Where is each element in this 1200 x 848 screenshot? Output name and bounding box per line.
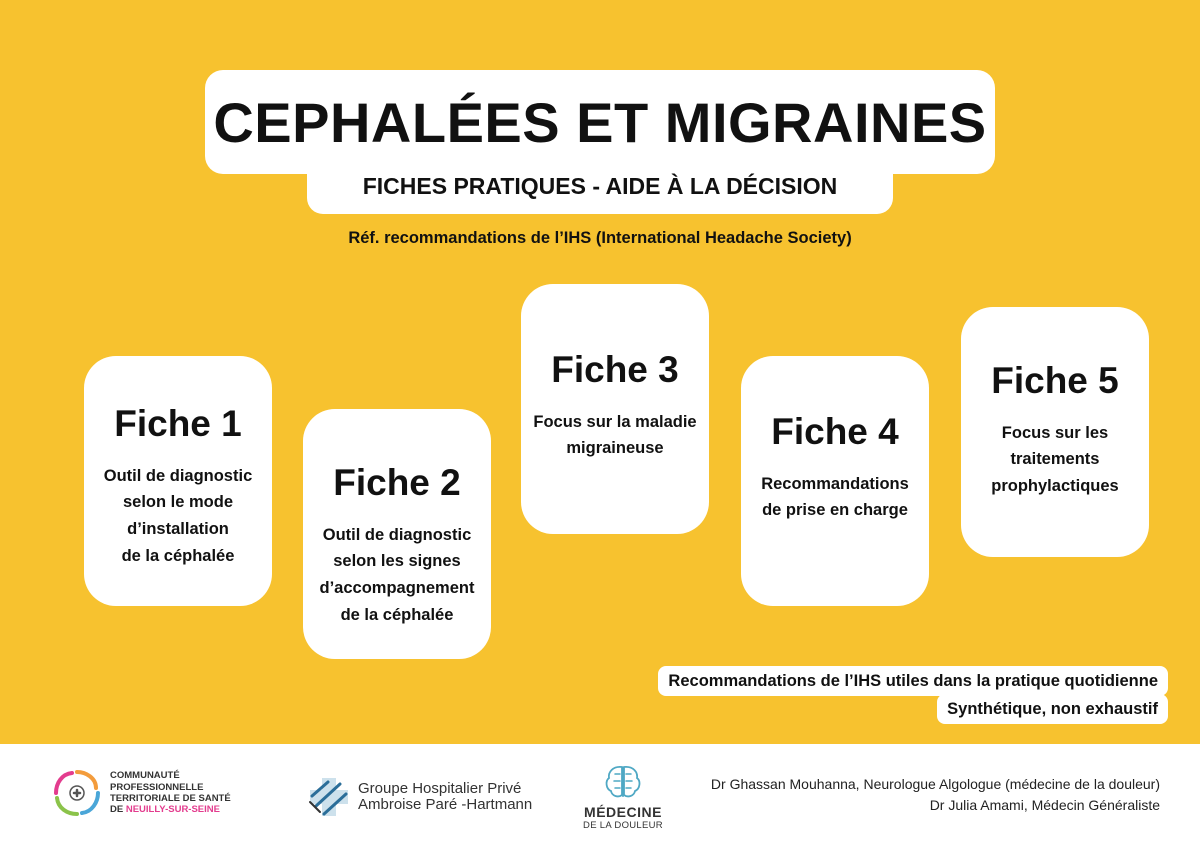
ghp-cross-icon (306, 774, 352, 820)
fiche-3-title: Fiche 3 (551, 349, 679, 390)
brain-icon (603, 764, 643, 800)
fiche-5-description: Focus sur les traitements prophylactiques (991, 423, 1119, 496)
reference-line: Réf. recommandations de l’IHS (International Headache Society) (348, 229, 852, 247)
cpts-line-4-accent: NEUILLY-SUR-SEINE (125, 804, 220, 816)
note-daily-practice: Recommandations de l’IHS utiles dans la pratique quotidienne (658, 666, 1168, 696)
page-subtitle: FICHES PRATIQUES - AIDE À LA DÉCISION (362, 172, 838, 199)
fiche-4-description: Recommandations de prise en charge (761, 474, 909, 520)
medecine-title: MÉDECINE (584, 804, 662, 820)
fiche-4-card[interactable] (741, 356, 929, 606)
fiche-5-title: Fiche 5 (991, 360, 1119, 401)
fiche-1-title: Fiche 1 (114, 403, 242, 444)
cpts-line-4 (110, 804, 231, 815)
fiche-1-description: Outil de diagnostic selon le mode d’installation de la céphalée (103, 466, 253, 565)
fiche-3-card[interactable] (521, 284, 709, 534)
ghp-line-1: Groupe Hospitalier Privé (358, 780, 522, 798)
page-title: CEPHALÉES ET MIGRAINES (213, 90, 987, 154)
cpts-line-1: COMMUNAUTÉ (110, 770, 180, 782)
fiche-2-description: Outil de diagnostic selon les signes d’accompagnement de la céphalée (319, 525, 475, 624)
cpts-line-2: PROFESSIONNELLE (110, 781, 204, 793)
fiche-1-card[interactable] (84, 356, 272, 606)
fiche-5-card[interactable] (961, 307, 1149, 557)
note-synthetic: Synthétique, non exhaustif (937, 694, 1168, 724)
ghp-logo (306, 774, 532, 820)
medecine-subtitle: DE LA DOULEUR (583, 820, 663, 831)
cpts-hands-icon (52, 768, 102, 818)
ghp-line-2: Ambroise Paré -Hartmann (358, 796, 533, 813)
medecine-douleur-logo (578, 764, 668, 831)
fiche-2-title: Fiche 2 (333, 462, 461, 503)
cpts-logo (52, 768, 231, 818)
author-2: Dr Julia Amami, Médecin Généraliste (929, 797, 1160, 813)
authors (711, 774, 1160, 816)
fiche-4-title: Fiche 4 (771, 411, 899, 452)
footer (0, 744, 1200, 848)
cpts-line-4-prefix: DE (110, 804, 126, 816)
cpts-line-3: TERRITORIALE DE SANTÉ (110, 793, 231, 804)
fiche-3-description: Focus sur la maladie migraineuse (533, 412, 697, 458)
subtitle-box (307, 158, 893, 214)
author-1: Dr Ghassan Mouhanna, Neurologue Algologue (médecine de la douleur) (710, 776, 1160, 792)
fiche-2-card[interactable] (303, 409, 491, 659)
